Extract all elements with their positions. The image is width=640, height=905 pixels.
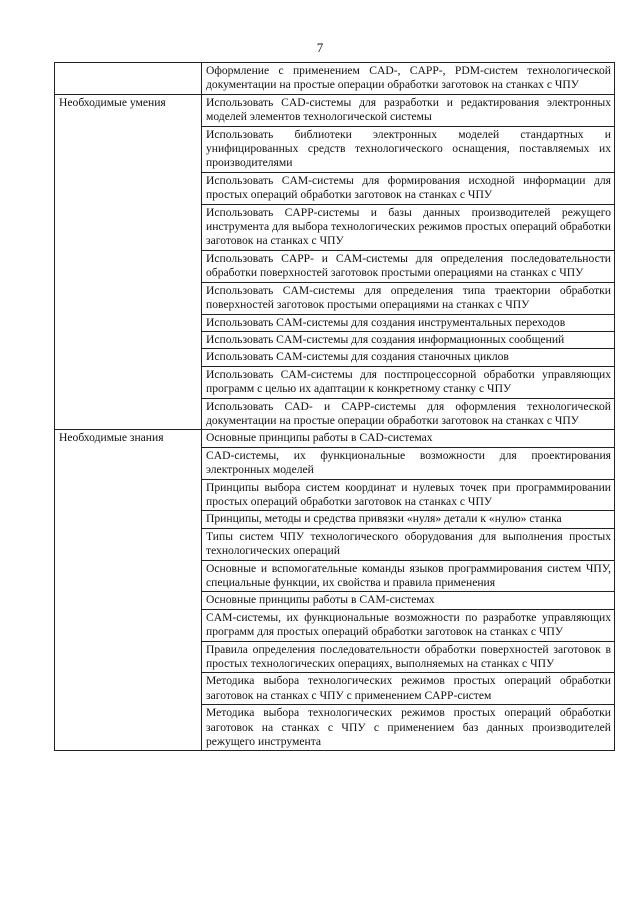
requirement-item: Использовать библиотеки электронных моделей стандартных и унифицированных средств технологического оснащения, поставляемых их производителями xyxy=(202,126,615,172)
section-label: Необходимые знания xyxy=(55,430,202,751)
requirement-item: Правила определения последовательности обработки поверхностей заготовок в простых технологических операциях, выполняемых на станках с ЧПУ xyxy=(202,641,615,673)
requirement-item: Типы систем ЧПУ технологического оборудования для выполнения простых технологических операций xyxy=(202,528,615,560)
requirement-item: CAM-системы, их функциональные возможности по разработке управляющих программ для простых операций обработки заготовок на станках с ЧПУ xyxy=(202,609,615,641)
requirement-item: Методика выбора технологических режимов простых операций обработки заготовок на станках с ЧПУ с применением баз данных производителей режущего инструмента xyxy=(202,705,615,751)
section-label xyxy=(55,63,202,95)
requirement-item: Использовать CAM-системы для создания инструментальных переходов xyxy=(202,314,615,331)
requirement-item: Использовать CAM-системы для создания станочных циклов xyxy=(202,349,615,366)
requirement-item: Оформление с применением CAD-, CAPP-, PDM-систем технологической документации на простые операции обработки заготовок на станках с ЧПУ xyxy=(202,63,615,95)
requirement-item: Использовать CAM-системы для постпроцессорной обработки управляющих программ с целью их адаптации к конкретному станку с ЧПУ xyxy=(202,366,615,398)
requirements-table-body xyxy=(55,63,615,751)
table-row xyxy=(55,63,615,95)
requirement-item: Использовать CAPP-системы и базы данных производителей режущего инструмента для выбора технологических режимов простых операций обработки заготовок на станках с ЧПУ xyxy=(202,204,615,250)
requirement-item: Методика выбора технологических режимов простых операций обработки заготовок на станках с ЧПУ с применением CAPP-систем xyxy=(202,673,615,705)
requirement-item: Использовать CAPP- и CAM-системы для определения последовательности обработки поверхностей заготовок простыми операциями на станках с ЧПУ xyxy=(202,250,615,282)
requirement-item: Принципы выбора систем координат и нулевых точек при программировании простых операций обработки заготовок на станках с ЧПУ xyxy=(202,479,615,511)
table-row xyxy=(55,94,615,126)
requirement-item: Использовать CAD- и CAPP-системы для оформления технологической документации на простые операции обработки заготовок на станках с ЧПУ xyxy=(202,398,615,430)
table-row xyxy=(55,430,615,447)
requirement-item: Использовать CAM-системы для определения типа траектории обработки поверхностей заготовок простыми операциями на станках с ЧПУ xyxy=(202,282,615,314)
page-number: 7 xyxy=(316,40,324,55)
requirements-table xyxy=(54,62,615,751)
requirement-item: Использовать CAM-системы для формирования исходной информации для простых операций обработки заготовок на станках с ЧПУ xyxy=(202,172,615,204)
requirement-item: Основные принципы работы в CAM-системах xyxy=(202,592,615,609)
requirement-item: Принципы, методы и средства привязки «нуля» детали к «нулю» станка xyxy=(202,511,615,528)
section-label: Необходимые умения xyxy=(55,94,202,430)
requirement-item: Основные принципы работы в CAD-системах xyxy=(202,430,615,447)
requirement-item: CAD-системы, их функциональные возможности для проектирования электронных моделей xyxy=(202,447,615,479)
requirement-item: Использовать CAD-системы для разработки и редактирования электронных моделей элементов технологической системы xyxy=(202,94,615,126)
requirement-item: Основные и вспомогательные команды языков программирования систем ЧПУ, специальные функции, их свойства и правила применения xyxy=(202,560,615,592)
requirement-item: Использовать CAM-системы для создания информационных сообщений xyxy=(202,331,615,348)
